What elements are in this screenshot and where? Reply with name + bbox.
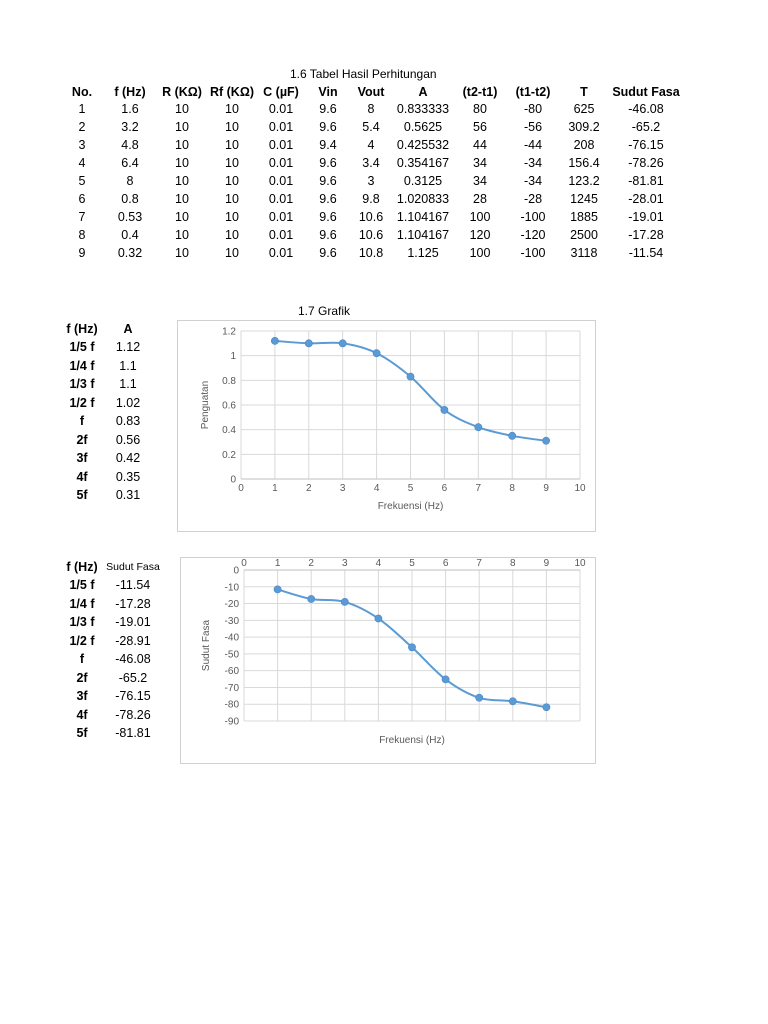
table-cell: -44	[523, 138, 543, 152]
table-cell: 6	[78, 192, 86, 206]
value-cell: -17.28	[115, 596, 151, 611]
table-header-cell: C (µF)	[263, 85, 299, 99]
table-cell: 9.4	[319, 138, 337, 152]
phase-data-point	[442, 676, 449, 683]
gain-table	[62, 320, 154, 505]
table-cell: 10	[175, 120, 189, 134]
gain-y-tick-label: 0.8	[222, 375, 236, 387]
table-cell: 2500	[570, 228, 598, 242]
table-cell: 0.01	[268, 174, 294, 188]
phase-y-tick-label: -30	[224, 615, 239, 627]
table-cell: 0.32	[117, 246, 143, 260]
table-row	[60, 208, 684, 226]
table-header-cell: (t1-t2)	[515, 85, 551, 99]
table-header-cell: (t2-t1)	[462, 85, 498, 99]
table-cell: 10	[175, 138, 189, 152]
table-cell: 0.01	[268, 210, 294, 224]
table-cell: 34	[473, 174, 487, 188]
phase-x-tick-label: 1	[274, 558, 281, 569]
gain-x-tick-label: 4	[373, 483, 380, 494]
table-cell: -100	[520, 210, 546, 224]
table-cell: 10	[175, 192, 189, 206]
table-cell: 10	[175, 228, 189, 242]
phase-data-point	[408, 644, 415, 651]
frequency-label: 1/4 f	[69, 358, 95, 373]
table-cell: -28	[523, 192, 543, 206]
table-header-cell: No.	[71, 85, 93, 99]
table-cell: 0.01	[268, 138, 294, 152]
frequency-label: 4f	[76, 469, 88, 484]
side-table-row	[62, 632, 164, 651]
phase-data-point	[375, 615, 382, 622]
table-row	[60, 136, 684, 154]
table-header-cell: T	[580, 85, 588, 99]
table-cell: 9.6	[319, 174, 337, 188]
phase-chart-area	[180, 557, 596, 764]
side-table-header: Sudut Fasa	[106, 561, 160, 573]
gain-x-tick-label: 8	[509, 483, 515, 494]
table-cell: -34	[523, 156, 543, 170]
table-cell: 9.6	[319, 228, 337, 242]
frequency-label: f	[79, 652, 85, 667]
gain-y-tick-label: 1.2	[222, 326, 236, 338]
gain-y-axis-title: Penguatan	[200, 380, 211, 430]
side-table-row	[62, 375, 154, 394]
table-cell: 10	[225, 192, 239, 206]
frequency-label: 3f	[76, 689, 88, 704]
frequency-label: 1/5 f	[69, 340, 95, 355]
phase-x-tick-label: 8	[510, 558, 516, 569]
table-cell: 1245	[570, 192, 598, 206]
table-cell: -19.01	[628, 210, 664, 224]
phase-y-tick-label: -50	[224, 649, 239, 661]
table-cell: 0.01	[268, 192, 294, 206]
gain-x-tick-label: 9	[543, 483, 549, 494]
table-cell: 34	[473, 156, 487, 170]
table-cell: 10	[175, 102, 189, 116]
gain-x-tick-label: 2	[306, 483, 312, 494]
gain-x-tick-label: 5	[407, 483, 414, 494]
table-cell: 9.6	[319, 156, 337, 170]
table-cell: -11.54	[628, 246, 664, 260]
side-table-row	[62, 724, 164, 743]
table-cell: 1.125	[407, 246, 439, 260]
table-row	[60, 118, 684, 136]
frequency-label: 1/2 f	[69, 633, 95, 648]
side-table-row	[62, 357, 154, 376]
side-table-row	[62, 706, 164, 725]
gain-x-tick-label: 6	[441, 483, 448, 494]
table-title: 1.6 Tabel Hasil Perhitungan	[290, 67, 437, 81]
phase-y-axis-title: Sudut Fasa	[201, 619, 212, 672]
table-cell: 625	[573, 102, 595, 116]
table-cell: 156.4	[568, 156, 600, 170]
gain-x-tick-label: 1	[272, 483, 278, 494]
table-cell: -34	[523, 174, 543, 188]
table-row	[60, 190, 684, 208]
gain-chart	[178, 321, 595, 531]
table-cell: 80	[473, 102, 487, 116]
table-cell: 1.104167	[396, 210, 450, 224]
side-table-row	[62, 449, 154, 468]
gain-data-point	[271, 337, 278, 344]
table-cell: 1	[78, 102, 86, 116]
side-table-row	[62, 650, 164, 669]
table-cell: -78.26	[628, 156, 664, 170]
side-table-row	[62, 338, 154, 357]
phase-table	[62, 558, 164, 743]
phase-y-tick-label: -60	[224, 666, 239, 678]
gain-data-point	[475, 424, 482, 431]
table-cell: 4	[78, 156, 86, 170]
table-cell: -46.08	[628, 102, 664, 116]
table-cell: 3	[78, 138, 86, 152]
table-cell: 3.2	[121, 120, 139, 134]
table-row	[60, 154, 684, 172]
gain-x-tick-label: 7	[475, 483, 482, 494]
table-cell: 8	[126, 174, 134, 188]
phase-x-tick-label: 4	[375, 558, 382, 569]
table-cell: -120	[520, 228, 546, 242]
table-header-cell: A	[418, 85, 428, 99]
phase-data-point	[341, 598, 348, 605]
frequency-label: 2f	[76, 432, 88, 447]
value-cell: 0.35	[115, 469, 141, 484]
gain-data-point	[509, 432, 516, 439]
table-cell: 10	[225, 210, 239, 224]
table-header-cell: Vin	[318, 85, 338, 99]
table-cell: 208	[573, 138, 595, 152]
phase-y-tick-label: -10	[224, 582, 239, 594]
table-row	[60, 226, 684, 244]
table-cell: 10.6	[358, 228, 384, 242]
table-cell: 1.020833	[396, 192, 450, 206]
table-cell: -80	[523, 102, 543, 116]
side-table-row	[62, 394, 154, 413]
table-cell: 120	[469, 228, 491, 242]
table-row	[60, 172, 684, 190]
value-cell: 0.56	[115, 432, 141, 447]
value-cell: 1.12	[115, 340, 141, 355]
gain-data-point	[543, 437, 550, 444]
table-cell: 5	[78, 174, 86, 188]
table-cell: 123.2	[568, 174, 600, 188]
table-cell: 3.4	[362, 156, 380, 170]
value-cell: -28.91	[115, 633, 151, 648]
table-row	[60, 100, 684, 118]
table-cell: 0.425532	[396, 138, 450, 152]
table-cell: 44	[473, 138, 487, 152]
table-row	[60, 244, 684, 262]
value-cell: 1.1	[119, 377, 137, 392]
gain-x-tick-label: 10	[574, 483, 586, 494]
frequency-label: f	[79, 414, 85, 429]
phase-x-tick-label: 10	[574, 558, 586, 569]
value-cell: 0.31	[115, 488, 141, 503]
table-cell: 0.01	[268, 156, 294, 170]
table-cell: 10	[175, 246, 189, 260]
gain-data-point	[305, 340, 312, 347]
gain-y-tick-label: 0.4	[222, 425, 236, 437]
table-cell: 10.8	[358, 246, 384, 260]
value-cell: 0.83	[115, 414, 141, 429]
gain-y-tick-label: 0.6	[222, 400, 236, 412]
phase-data-point	[476, 694, 483, 701]
table-cell: 10	[225, 102, 239, 116]
table-cell: 0.01	[268, 246, 294, 260]
table-cell: 10	[225, 156, 239, 170]
side-table-row	[62, 669, 164, 688]
phase-data-point	[509, 698, 516, 705]
table-cell: 0.833333	[396, 102, 450, 116]
value-cell: -46.08	[115, 652, 151, 667]
table-cell: 56	[473, 120, 487, 134]
value-cell: -11.54	[115, 578, 151, 593]
table-cell: 3	[367, 174, 375, 188]
phase-x-tick-label: 9	[543, 558, 550, 569]
table-cell: 100	[469, 210, 491, 224]
value-cell: -65.2	[118, 670, 148, 685]
grafik-title: 1.7 Grafik	[298, 304, 351, 318]
frequency-label: 1/2 f	[69, 395, 95, 410]
table-cell: 0.01	[268, 228, 294, 242]
phase-x-tick-label: 5	[409, 558, 415, 569]
phase-y-tick-label: -70	[224, 682, 239, 694]
value-cell: -81.81	[115, 726, 151, 741]
gain-x-tick-label: 3	[339, 483, 346, 494]
table-cell: 6.4	[121, 156, 139, 170]
frequency-label: 1/4 f	[69, 596, 95, 611]
table-cell: 8	[78, 228, 86, 242]
table-cell: -76.15	[628, 138, 664, 152]
phase-chart	[181, 558, 595, 763]
table-cell: 10	[225, 246, 239, 260]
side-table-row	[62, 595, 164, 614]
gain-y-tick-label: 0.2	[222, 449, 236, 461]
phase-x-tick-label: 7	[476, 558, 482, 569]
phase-data-point	[274, 586, 281, 593]
value-cell: 0.42	[115, 451, 141, 466]
phase-y-tick-label: -20	[224, 599, 239, 611]
side-table-row	[62, 412, 154, 431]
table-cell: 10	[175, 174, 189, 188]
frequency-label: 1/5 f	[69, 578, 95, 593]
side-table-row	[62, 431, 154, 450]
phase-x-tick-label: 2	[308, 558, 314, 569]
table-cell: 309.2	[568, 120, 600, 134]
table-header-cell: Vout	[357, 85, 385, 99]
gain-y-tick-label: 1	[230, 351, 236, 363]
table-cell: 2	[78, 120, 86, 134]
table-cell: 100	[469, 246, 491, 260]
phase-x-tick-label: 6	[442, 558, 449, 569]
table-cell: 9.6	[319, 120, 337, 134]
value-cell: 1.02	[115, 395, 141, 410]
table-cell: 0.4	[121, 228, 139, 242]
table-cell: 0.5625	[403, 120, 443, 134]
table-cell: 1885	[570, 210, 598, 224]
table-cell: 10	[225, 174, 239, 188]
table-header-cell: Rf (KΩ)	[209, 85, 255, 99]
table-cell: -17.28	[628, 228, 664, 242]
table-cell: -65.2	[631, 120, 661, 134]
gain-data-point	[339, 340, 346, 347]
gain-chart-area	[177, 320, 596, 532]
phase-y-tick-label: -90	[224, 716, 239, 728]
phase-y-tick-label: -80	[224, 699, 239, 711]
table-cell: 0.3125	[403, 174, 443, 188]
frequency-label: 5f	[76, 488, 88, 503]
frequency-label: 5f	[76, 726, 88, 741]
side-table-row	[62, 468, 154, 487]
table-cell: 0.8	[121, 192, 139, 206]
gain-x-tick-label: 0	[238, 483, 244, 494]
table-cell: 5.4	[362, 120, 380, 134]
table-cell: -81.81	[628, 174, 664, 188]
table-cell: 28	[473, 192, 487, 206]
table-cell: 8	[367, 102, 375, 116]
side-table-row	[62, 486, 154, 505]
table-header-cell: Sudut Fasa	[612, 85, 680, 99]
frequency-label: 1/3 f	[69, 377, 95, 392]
value-cell: 1.1	[119, 358, 137, 373]
frequency-label: 4f	[76, 707, 88, 722]
table-cell: 10	[175, 156, 189, 170]
table-cell: -100	[520, 246, 546, 260]
frequency-label: 2f	[76, 670, 88, 685]
value-cell: -78.26	[115, 707, 151, 722]
table-cell: 0.01	[268, 120, 294, 134]
phase-x-tick-label: 3	[342, 558, 348, 569]
table-header-cell: R (KΩ)	[162, 85, 202, 99]
table-cell: 9.6	[319, 210, 337, 224]
table-cell: 3118	[570, 246, 598, 260]
phase-data-point	[543, 704, 550, 711]
side-table-header: A	[123, 322, 133, 336]
gain-x-axis-title: Frekuensi (Hz)	[377, 501, 444, 512]
table-cell: 10	[225, 138, 239, 152]
frequency-label: 3f	[76, 451, 88, 466]
phase-y-tick-label: 0	[233, 565, 239, 577]
table-cell: 9.8	[362, 192, 380, 206]
table-cell: 1.104167	[396, 228, 450, 242]
frequency-label: 1/3 f	[69, 615, 95, 630]
table-cell: 9	[78, 246, 86, 260]
table-cell: 10	[175, 210, 189, 224]
table-cell: -56	[523, 120, 543, 134]
gain-data-point	[407, 373, 414, 380]
table-cell: 10	[225, 120, 239, 134]
table-cell: 0.01	[268, 102, 294, 116]
side-table-header: f (Hz)	[66, 560, 98, 574]
table-header-cell: f (Hz)	[114, 85, 146, 99]
table-cell: 1.6	[121, 102, 139, 116]
table-cell: 9.6	[319, 246, 337, 260]
value-cell: -19.01	[115, 615, 151, 630]
table-cell: 4.8	[121, 138, 139, 152]
table-cell: 4	[367, 138, 375, 152]
table-cell: 10.6	[358, 210, 384, 224]
phase-data-point	[308, 595, 315, 602]
gain-y-tick-label: 0	[230, 474, 236, 486]
side-table-header: f (Hz)	[66, 322, 98, 336]
phase-y-tick-label: -40	[224, 632, 239, 644]
side-table-row	[62, 576, 164, 595]
side-table-row	[62, 613, 164, 632]
gain-data-point	[441, 406, 448, 413]
phase-x-axis-title: Frekuensi (Hz)	[379, 735, 445, 746]
table-cell: 9.6	[319, 102, 337, 116]
table-cell: 0.354167	[396, 156, 450, 170]
calculation-table	[60, 84, 684, 262]
table-cell: 0.53	[117, 210, 143, 224]
side-table-row	[62, 687, 164, 706]
table-cell: 9.6	[319, 192, 337, 206]
table-cell: 10	[225, 228, 239, 242]
table-cell: -28.01	[628, 192, 664, 206]
table-cell: 7	[78, 210, 86, 224]
gain-data-point	[373, 350, 380, 357]
value-cell: -76.15	[115, 689, 151, 704]
phase-x-tick-label: 0	[241, 558, 247, 569]
